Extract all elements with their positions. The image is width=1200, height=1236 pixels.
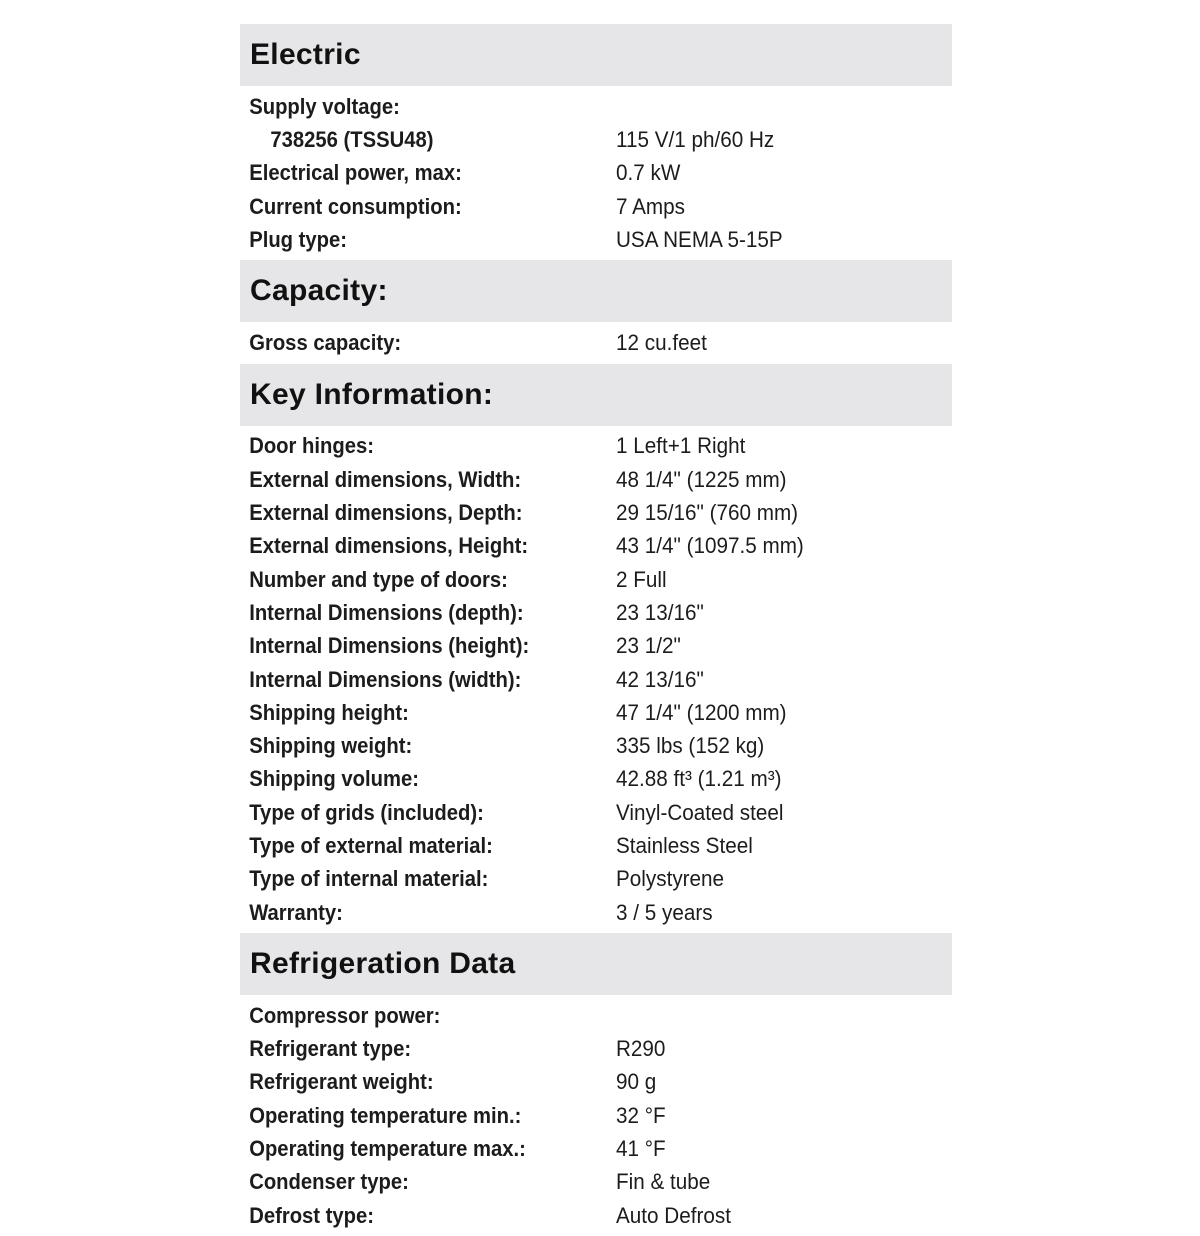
spec-value: 115 V/1 ph/60 Hz (616, 126, 775, 152)
spec-row (240, 896, 952, 929)
spec-label: Electrical power, max: (249, 160, 462, 186)
section-electric-rows (240, 86, 952, 260)
spec-value: Auto Defrost (616, 1202, 731, 1228)
section-header-capacity: Capacity: (240, 260, 952, 322)
spec-row (240, 1066, 952, 1099)
spec-value: 42 13/16" (616, 666, 704, 692)
spec-row (240, 123, 952, 156)
spec-value: Stainless Steel (616, 832, 753, 858)
spec-label: Plug type: (249, 226, 348, 252)
spec-value: 12 cu.feet (616, 330, 707, 356)
spec-value: 1 Left+1 Right (616, 433, 746, 459)
spec-value: 7 Amps (616, 193, 685, 219)
spec-label: Operating temperature min.: (249, 1102, 522, 1128)
section-key-information-rows (240, 426, 952, 933)
spec-label: Defrost type: (249, 1202, 375, 1228)
spec-row (240, 663, 952, 696)
spec-row (240, 326, 952, 359)
spec-value: 2 Full (616, 566, 667, 592)
spec-label: External dimensions, Height: (249, 533, 529, 559)
spec-value: 42.88 ft³ (1.21 m³) (616, 766, 782, 792)
spec-value: 0.7 kW (616, 160, 681, 186)
spec-row (240, 1199, 952, 1232)
spec-row (240, 829, 952, 862)
spec-value: 23 1/2" (616, 633, 681, 659)
spec-value: 335 lbs (152 kg) (616, 733, 765, 759)
spec-row (240, 729, 952, 762)
spec-label: Condenser type: (249, 1169, 409, 1195)
spec-row (240, 496, 952, 529)
spec-row (240, 999, 952, 1032)
spec-value: 47 1/4" (1200 mm) (616, 699, 787, 725)
spec-row (240, 863, 952, 896)
section-header-key-information: Key Information: (240, 364, 952, 426)
spec-row (240, 1132, 952, 1165)
spec-label: Type of internal material: (249, 866, 489, 892)
spec-label: Shipping height: (249, 699, 409, 725)
section-header-electric: Electric (240, 24, 952, 86)
spec-label: Compressor power: (249, 1002, 441, 1028)
spec-label: Gross capacity: (249, 330, 402, 356)
spec-row (240, 796, 952, 829)
spec-row (240, 223, 952, 256)
spec-label: Supply voltage: (249, 93, 400, 119)
spec-sheet (240, 24, 952, 1236)
spec-row (240, 596, 952, 629)
spec-value: 29 15/16" (760 mm) (616, 500, 799, 526)
spec-row (240, 430, 952, 463)
spec-value: 3 / 5 years (616, 899, 713, 925)
spec-value: 41 °F (616, 1136, 666, 1162)
spec-label: Shipping volume: (249, 766, 419, 792)
spec-label: Refrigerant weight: (249, 1069, 434, 1095)
spec-value: Fin & tube (616, 1169, 711, 1195)
spec-label: External dimensions, Depth: (249, 500, 523, 526)
spec-value: Vinyl-Coated steel (616, 799, 784, 825)
spec-label: Internal Dimensions (width): (249, 666, 522, 692)
spec-value: 48 1/4" (1225 mm) (616, 466, 787, 492)
section-header-refrigeration-data: Refrigeration Data (240, 933, 952, 995)
spec-row (240, 90, 952, 123)
spec-value: 90 g (616, 1069, 657, 1095)
spec-label: Door hinges: (249, 433, 375, 459)
spec-value: USA NEMA 5-15P (616, 226, 783, 252)
spec-label: Shipping weight: (249, 733, 413, 759)
section-capacity-rows (240, 322, 952, 363)
spec-label: Type of external material: (249, 832, 493, 858)
spec-row (240, 1099, 952, 1132)
spec-label: Internal Dimensions (height): (249, 633, 530, 659)
spec-value: 23 13/16" (616, 599, 704, 625)
spec-label: Number and type of doors: (249, 566, 508, 592)
spec-row (240, 1033, 952, 1066)
spec-label: 738256 (TSSU48) (270, 126, 434, 152)
spec-label: Warranty: (249, 899, 343, 925)
spec-label: Current consumption: (249, 193, 462, 219)
spec-value: 43 1/4" (1097.5 mm) (616, 533, 804, 559)
spec-value: 32 °F (616, 1102, 666, 1128)
spec-row (240, 157, 952, 190)
spec-value: Polystyrene (616, 866, 725, 892)
spec-row (240, 763, 952, 796)
spec-row (240, 630, 952, 663)
spec-label: Refrigerant type: (249, 1036, 412, 1062)
spec-label: External dimensions, Width: (249, 466, 522, 492)
spec-label: Type of grids (included): (249, 799, 484, 825)
spec-row (240, 696, 952, 729)
spec-label: Operating temperature max.: (249, 1136, 526, 1162)
spec-row (240, 190, 952, 223)
spec-row (240, 1166, 952, 1199)
spec-row (240, 530, 952, 563)
spec-row (240, 563, 952, 596)
spec-label: Internal Dimensions (depth): (249, 599, 524, 625)
spec-value: R290 (616, 1036, 666, 1062)
spec-row (240, 463, 952, 496)
